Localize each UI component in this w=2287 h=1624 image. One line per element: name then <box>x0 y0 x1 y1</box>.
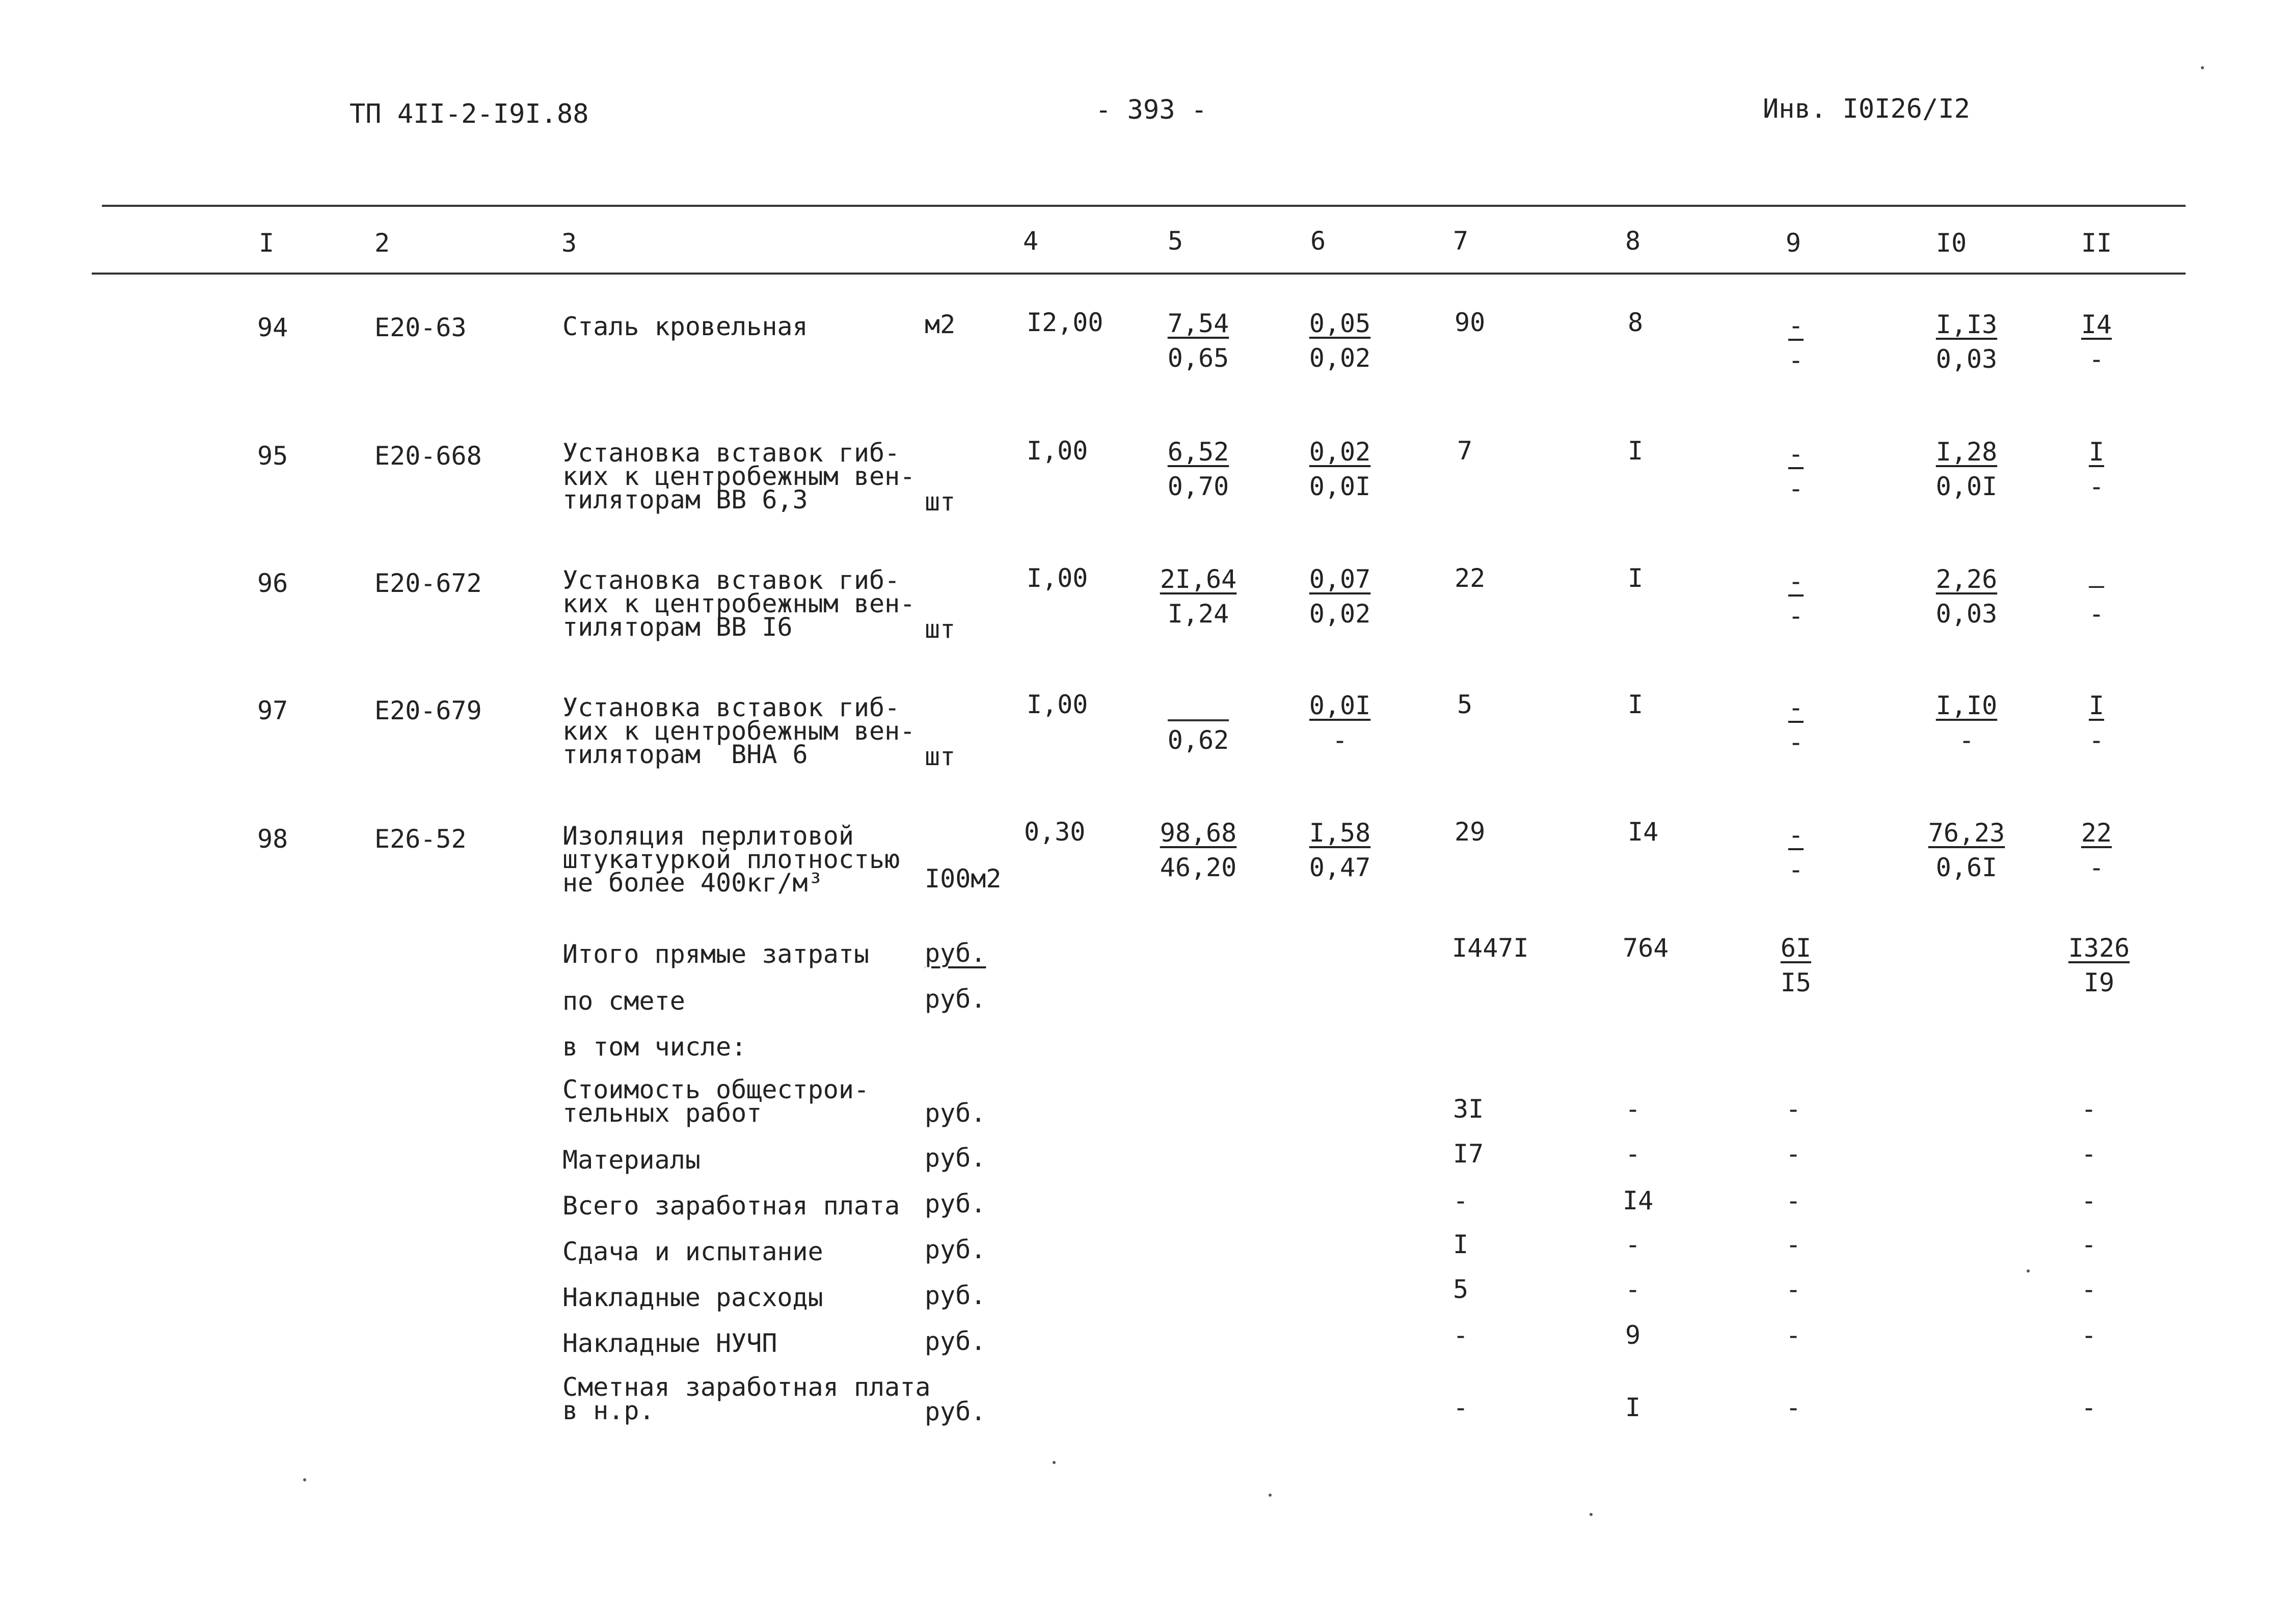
total-col11-top: I326 <box>2068 933 2130 963</box>
breakdown-label: Накладные расходы <box>562 1283 823 1312</box>
col-header-1: I <box>259 228 275 258</box>
quantity: I,00 <box>1027 563 1088 593</box>
col11-bottom: - <box>2088 344 2105 374</box>
col9-top: - <box>1788 439 1804 469</box>
breakdown-col8: - <box>1625 1275 1641 1304</box>
breakdown-unit: руб. <box>925 1189 986 1219</box>
col10-bottom: 0,03 <box>1935 344 1998 374</box>
breakdown-col9: - <box>1786 1230 1801 1259</box>
col10-top: 2,26 <box>1935 564 1998 594</box>
rate-code: Е20-672 <box>374 569 482 598</box>
breakdown-col11: - <box>2081 1094 2097 1124</box>
breakdown-col9: - <box>1786 1393 1801 1422</box>
col5-top: 7,54 <box>1167 309 1229 338</box>
breakdown-col11: - <box>2081 1393 2097 1422</box>
inventory-number: Инв. I0I26/I2 <box>1763 94 1970 124</box>
col11-bottom: - <box>2088 472 2105 501</box>
estimate-unit: руб. <box>925 984 986 1014</box>
unit: I00м2 <box>925 864 1002 894</box>
col7: 29 <box>1455 817 1486 847</box>
col6-bottom: 0,0I <box>1309 472 1371 501</box>
breakdown-col7: I7 <box>1453 1139 1484 1169</box>
breakdown-col7: - <box>1453 1186 1469 1215</box>
col5-top: 2I,64 <box>1160 564 1237 594</box>
col10-top: I,28 <box>1935 437 1998 467</box>
breakdown-col11: - <box>2081 1320 2097 1350</box>
col6-top: 0,07 <box>1309 564 1371 594</box>
unit: шт <box>925 614 956 644</box>
row-number: 95 <box>257 441 288 471</box>
col7: 5 <box>1457 690 1473 719</box>
col-header-4: 4 <box>1023 226 1039 256</box>
col5-bottom: 0,62 <box>1167 725 1229 755</box>
col11-top: — <box>2088 571 2105 600</box>
col9-bottom: - <box>1788 727 1804 757</box>
col-header-7: 7 <box>1453 226 1469 256</box>
scan-speck <box>2027 1269 2030 1273</box>
scan-speck <box>1053 1461 1056 1464</box>
unit: шт <box>925 742 956 771</box>
breakdown-col8: - <box>1625 1139 1641 1169</box>
total-col9-bottom: I5 <box>1780 968 1812 997</box>
breakdown-col7: - <box>1453 1320 1469 1350</box>
breakdown-label: Накладные НУЧП <box>562 1329 777 1358</box>
work-name: Сталь кровельная <box>562 312 808 341</box>
col9-bottom: - <box>1788 855 1804 884</box>
breakdown-label: Материалы <box>562 1145 701 1175</box>
rate-code: Е26-52 <box>374 824 467 854</box>
col11-top: I <box>2088 437 2105 467</box>
col11-bottom: - <box>2088 725 2105 755</box>
scan-speck <box>1590 1513 1593 1516</box>
col7: 22 <box>1455 563 1486 593</box>
page-number: - 393 - <box>1095 95 1207 125</box>
direct-costs-label: Итого прямые затраты <box>562 939 870 969</box>
col9-bottom: - <box>1788 345 1804 375</box>
col10-bottom: 0,6I <box>1935 853 1998 882</box>
breakdown-unit: руб. <box>925 1397 986 1426</box>
breakdown-col8: - <box>1625 1230 1641 1259</box>
scan-speck <box>303 1478 306 1481</box>
breakdown-label: Стоимость общестрои- тельных работ <box>562 1075 870 1128</box>
col6-bottom: - <box>1332 725 1348 755</box>
col10-top: 76,23 <box>1928 818 2005 848</box>
including-label: в том числе: <box>562 1032 747 1062</box>
col6-bottom: 0,02 <box>1309 343 1371 373</box>
total-col8: 764 <box>1623 933 1669 963</box>
breakdown-col9: - <box>1786 1139 1801 1169</box>
rate-code: Е20-668 <box>374 441 482 471</box>
col5-bottom: 46,20 <box>1160 853 1237 882</box>
rate-code: Е20-63 <box>374 313 467 342</box>
breakdown-label: Сдача и испытание <box>562 1237 823 1266</box>
col7: 7 <box>1457 436 1473 466</box>
breakdown-col7: 5 <box>1453 1275 1469 1304</box>
row-number: 98 <box>257 824 288 854</box>
quantity: I2,00 <box>1027 308 1104 337</box>
col6-top: 0,02 <box>1309 437 1371 467</box>
rate-code: Е20-679 <box>374 696 482 725</box>
unit: шт <box>925 487 956 517</box>
col10-bottom: 0,0I <box>1935 472 1998 501</box>
col6-top: 0,0I <box>1309 691 1371 720</box>
col8: I <box>1628 436 1644 466</box>
col5-top: 6,52 <box>1167 437 1229 467</box>
col5-empty-fraction-line <box>1168 719 1229 721</box>
col8: I <box>1628 690 1644 719</box>
direct-costs-unit: руб. <box>925 938 986 968</box>
breakdown-col9: - <box>1786 1094 1801 1124</box>
col6-bottom: 0,47 <box>1309 853 1371 882</box>
quantity: 0,30 <box>1024 817 1086 847</box>
col-header-3: 3 <box>561 228 577 258</box>
col6-top: I,58 <box>1309 818 1371 848</box>
breakdown-unit: руб. <box>925 1281 986 1310</box>
breakdown-unit: руб. <box>925 1235 986 1264</box>
quantity: I,00 <box>1027 436 1088 466</box>
col6-bottom: 0,02 <box>1309 599 1371 629</box>
breakdown-col9: - <box>1786 1186 1801 1215</box>
work-name: Установка вставок гиб- ких к центробежным вен- тиляторам ВВ 6,3 <box>562 438 916 515</box>
col5-bottom: I,24 <box>1167 599 1229 629</box>
col9-top: - <box>1788 693 1804 722</box>
col9-bottom: - <box>1788 601 1804 631</box>
col6-top: 0,05 <box>1309 309 1371 338</box>
scan-speck <box>1269 1494 1272 1497</box>
breakdown-label: Всего заработная плата <box>562 1191 900 1221</box>
col-header-8: 8 <box>1625 226 1641 256</box>
breakdown-col7: 3I <box>1453 1094 1484 1124</box>
breakdown-col11: - <box>2081 1186 2097 1215</box>
breakdown-col9: - <box>1786 1275 1801 1304</box>
row-number: 94 <box>257 313 288 342</box>
unit: м2 <box>925 310 956 339</box>
work-name: Установка вставок гиб- ких к центробежным вен- тиляторам ВНА 6 <box>562 693 916 769</box>
col10-top: I,I3 <box>1935 310 1998 339</box>
col10-bottom: - <box>1958 725 1975 755</box>
col-header-11: II <box>2081 228 2112 258</box>
col8: 8 <box>1628 308 1644 337</box>
col9-top: - <box>1788 311 1804 340</box>
breakdown-col11: - <box>2081 1275 2097 1304</box>
col8: I <box>1628 563 1644 593</box>
work-name: Изоляция перлитовой штукатуркой плотностью не более 400кг/м³ <box>562 821 900 898</box>
scan-speck <box>2201 66 2204 69</box>
col9-top: - <box>1788 820 1804 850</box>
col-header-5: 5 <box>1168 226 1183 256</box>
total-col11-bottom: I9 <box>2083 968 2115 997</box>
quantity: I,00 <box>1027 690 1088 719</box>
col5-bottom: 0,70 <box>1167 472 1229 501</box>
breakdown-col9: - <box>1786 1320 1801 1350</box>
breakdown-col11: - <box>2081 1139 2097 1169</box>
breakdown-col11: - <box>2081 1230 2097 1259</box>
col-header-2: 2 <box>374 228 390 258</box>
col9-top: - <box>1788 566 1804 596</box>
header-bottom-rule <box>92 273 2186 275</box>
table-top-rule <box>102 205 2186 207</box>
col11-bottom: - <box>2088 853 2105 882</box>
col5-top: 98,68 <box>1160 818 1237 848</box>
col5-bottom: 0,65 <box>1167 343 1229 373</box>
col-header-9: 9 <box>1786 228 1801 258</box>
col11-top: I <box>2088 691 2105 720</box>
estimate-label: по смете <box>562 986 685 1016</box>
col10-top: I,I0 <box>1935 691 1998 720</box>
document-code: ТП 4II-2-I9I.88 <box>349 99 589 129</box>
row-number: 96 <box>257 569 288 598</box>
breakdown-col8: 9 <box>1625 1320 1641 1350</box>
col7: 90 <box>1455 308 1486 337</box>
breakdown-col8: - <box>1625 1094 1641 1124</box>
breakdown-unit: руб. <box>925 1098 986 1128</box>
breakdown-col7: - <box>1453 1393 1469 1422</box>
col-header-6: 6 <box>1310 226 1326 256</box>
col11-top: I4 <box>2081 310 2112 339</box>
breakdown-unit: руб. <box>925 1327 986 1356</box>
col11-top: 22 <box>2081 818 2112 848</box>
row-number: 97 <box>257 696 288 725</box>
breakdown-col8: I <box>1625 1393 1641 1422</box>
total-col9-top: 6I <box>1780 933 1812 963</box>
total-col7: I447I <box>1452 933 1529 963</box>
col8: I4 <box>1628 817 1659 847</box>
work-name: Установка вставок гиб- ких к центробежным вен- тиляторам ВВ I6 <box>562 565 916 642</box>
col-header-10: I0 <box>1936 228 1967 258</box>
breakdown-unit: руб. <box>925 1143 986 1173</box>
col10-bottom: 0,03 <box>1935 599 1998 629</box>
col9-bottom: - <box>1788 474 1804 503</box>
breakdown-col7: I <box>1453 1230 1469 1259</box>
col11-bottom: - <box>2088 599 2105 629</box>
breakdown-label: Сметная заработная плата в н.р. <box>562 1372 931 1425</box>
breakdown-col8: I4 <box>1623 1186 1654 1215</box>
